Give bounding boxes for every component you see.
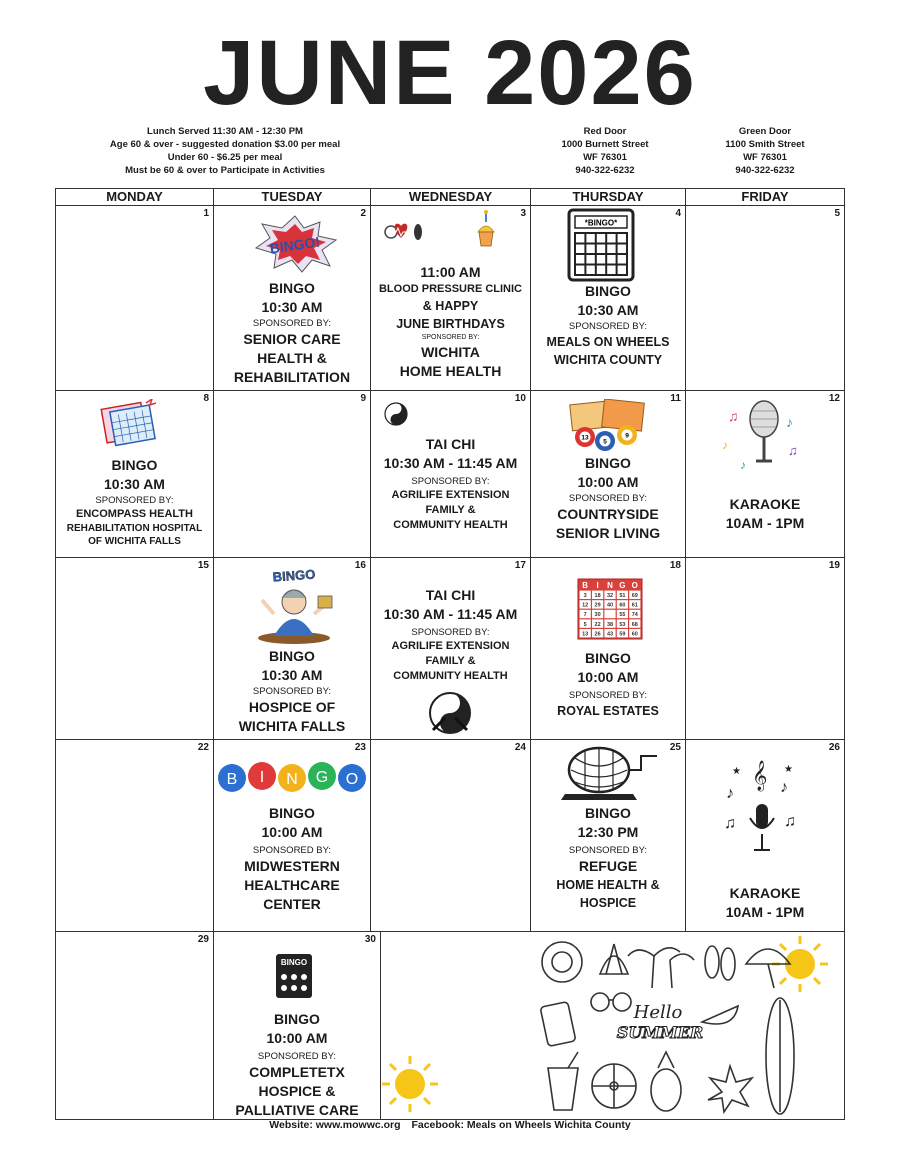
summer-text: SUMMER xyxy=(616,1023,704,1042)
hello-summer-clipart xyxy=(382,934,844,1118)
bingo-cards-icon xyxy=(98,399,158,447)
sponsor-line: MIDWESTERN xyxy=(244,858,340,874)
day-number: 16 xyxy=(354,560,366,571)
treble-clef-icon: 𝄞 xyxy=(752,760,768,790)
board-number: 40 xyxy=(606,602,614,609)
bingo-dice-icon xyxy=(274,952,314,1000)
sponsor-line: HOSPICE OF xyxy=(248,699,336,715)
event-title: BINGO xyxy=(111,457,158,473)
event-title: TAI CHI xyxy=(425,436,476,452)
event-bingo xyxy=(531,454,685,543)
facebook-text: Facebook: Meals on Wheels Wichita County xyxy=(411,1119,631,1131)
event-title: KARAOKE xyxy=(729,885,801,901)
page-title: JUNE 2026 xyxy=(203,22,697,124)
music-note-icon: ♫ xyxy=(724,815,736,832)
board-number: 59 xyxy=(619,631,626,638)
event-blood-pressure xyxy=(371,263,530,381)
day-cell xyxy=(56,391,214,558)
day-number: 4 xyxy=(675,208,681,219)
day-cell xyxy=(56,740,214,932)
board-number: 26 xyxy=(594,631,601,638)
day-cell xyxy=(686,391,844,558)
day-cell xyxy=(531,558,686,740)
day-number: 12 xyxy=(828,393,840,404)
location-city: WF 76301 xyxy=(743,152,787,163)
ball-number: 13 xyxy=(581,434,589,442)
dice-label: BINGO xyxy=(280,958,308,967)
day-number: 17 xyxy=(514,560,526,571)
board-number: 29 xyxy=(594,602,601,609)
day-number: 2 xyxy=(360,208,366,219)
sponsor-line: AGRILIFE EXTENSION xyxy=(391,489,510,501)
day-number: 3 xyxy=(520,208,526,219)
location-name: Green Door xyxy=(738,126,792,137)
day-number: 24 xyxy=(514,742,526,753)
flip-flop-icon xyxy=(705,946,719,978)
event-time: 10AM - 1PM xyxy=(725,515,805,531)
sponsor-line: FAMILY & xyxy=(425,504,476,516)
sponsor-line: SENIOR LIVING xyxy=(555,525,661,541)
day-cell xyxy=(56,932,214,1119)
website-text: Website: www.mowwc.org xyxy=(269,1119,401,1131)
bingo-lady-icon xyxy=(252,566,336,646)
board-cell xyxy=(604,610,615,618)
board-header-letter: N xyxy=(607,581,613,590)
bingo-card-text: *BINGO* xyxy=(584,218,618,228)
board-number: 30 xyxy=(594,612,601,619)
sponsor-line: ROYAL ESTATES xyxy=(557,704,659,718)
day-cell xyxy=(531,206,686,391)
day-number: 10 xyxy=(514,393,526,404)
day-number: 30 xyxy=(364,934,376,945)
event-time: 10:00 AM xyxy=(266,1030,328,1046)
sponsor-line: HOME HEALTH xyxy=(399,363,502,379)
music-note-icon: ♫ xyxy=(788,443,798,458)
sponsored-label: SPONSORED BY: xyxy=(252,845,332,856)
bingo-board-icon xyxy=(577,578,643,640)
bingo-balls-icon xyxy=(216,760,368,794)
board-number: 61 xyxy=(631,602,638,609)
sponsored-label: SPONSORED BY: xyxy=(252,318,332,329)
board-number: 13 xyxy=(582,631,589,638)
sponsored-label: SPONSORED BY: xyxy=(411,627,490,638)
event-title: BINGO xyxy=(585,650,631,666)
event-time: 10:30 AM xyxy=(577,302,639,318)
sponsor-line: PALLIATIVE CARE xyxy=(235,1102,359,1118)
sponsored-label: SPONSORED BY: xyxy=(421,334,480,341)
board-number: 5 xyxy=(583,621,587,628)
day-number: 23 xyxy=(354,742,366,753)
event-title: BINGO xyxy=(585,455,631,471)
board-header-letter: I xyxy=(596,581,599,590)
weekday-header-friday: FRIDAY xyxy=(741,189,789,204)
lunch-info-line: Under 60 - $6.25 per meal xyxy=(167,152,283,163)
day-number: 25 xyxy=(669,742,681,753)
calendar-grid xyxy=(55,188,845,1120)
star-icon: ★ xyxy=(732,766,741,777)
ball-number: 9 xyxy=(625,432,629,440)
sponsored-label: SPONSORED BY: xyxy=(568,845,648,856)
sponsored-label: SPONSORED BY: xyxy=(95,495,174,506)
day-cell xyxy=(531,740,686,932)
board-number: 55 xyxy=(619,612,626,619)
board-number: 12 xyxy=(582,602,589,609)
board-header-letter: O xyxy=(631,581,638,590)
board-number: 7 xyxy=(583,612,587,619)
footer xyxy=(0,1119,900,1131)
day-cell xyxy=(371,558,531,740)
towel-icon xyxy=(540,1002,576,1047)
location-street: 1100 Smith Street xyxy=(725,139,805,150)
board-number: 53 xyxy=(619,621,626,628)
day-number: 11 xyxy=(670,393,681,404)
lunch-info xyxy=(80,125,370,177)
sponsor-line: SENIOR CARE xyxy=(243,331,341,347)
location-phone: 940-322-6232 xyxy=(575,165,635,176)
music-note-icon: ♪ xyxy=(780,779,788,796)
event-bingo xyxy=(214,804,370,914)
day-cell xyxy=(214,391,371,558)
event-time: 10:00 AM xyxy=(261,824,323,840)
sponsor-line: REFUGE xyxy=(578,858,638,874)
watermelon-icon xyxy=(702,1006,738,1024)
day-cell xyxy=(56,206,214,391)
event-time: 10:30 AM xyxy=(261,299,323,315)
sunglasses-icon xyxy=(591,993,609,1011)
location-name: Red Door xyxy=(583,126,627,137)
drink-icon xyxy=(548,1068,578,1110)
event-title: BINGO xyxy=(269,805,315,821)
board-number: 3 xyxy=(583,593,587,599)
day-cell xyxy=(686,206,844,391)
sponsor-line: WICHITA xyxy=(421,344,480,360)
weekday-header-monday: MONDAY xyxy=(56,189,214,205)
event-time: 10AM - 1PM xyxy=(725,904,805,920)
sponsor-line: MEALS ON WHEELS xyxy=(546,335,670,349)
board-header-letter: B xyxy=(582,581,589,590)
event-title: BINGO xyxy=(585,283,631,299)
sponsor-line: AGRILIFE EXTENSION xyxy=(391,640,510,652)
day-number: 8 xyxy=(203,393,209,404)
day-cell xyxy=(686,740,844,932)
lunch-info-line: Must be 60 & over to Participate in Activities xyxy=(125,165,325,176)
location-street: 1000 Burnett Street xyxy=(561,139,649,150)
day-cell xyxy=(214,206,371,391)
green-door-location xyxy=(705,125,825,177)
event-tai-chi xyxy=(371,435,530,533)
board-number: 74 xyxy=(631,612,638,619)
event-title: TAI CHI xyxy=(425,587,476,603)
bingo-balls-cards-icon xyxy=(569,399,649,451)
event-bingo xyxy=(531,649,685,720)
event-time: 10:30 AM - 11:45 AM xyxy=(383,455,518,471)
board-header-letter: G xyxy=(619,581,626,590)
event-time: 10:00 AM xyxy=(577,474,639,490)
day-cell xyxy=(531,391,686,558)
event-bingo xyxy=(531,804,685,912)
sponsor-line: WICHITA COUNTY xyxy=(553,353,663,367)
sponsored-label: SPONSORED BY: xyxy=(568,493,648,504)
day-number: 22 xyxy=(197,742,209,753)
board-number: 43 xyxy=(606,631,614,638)
event-title: KARAOKE xyxy=(729,496,801,512)
umbrella-icon xyxy=(746,949,790,964)
sponsor-line: OF WICHITA FALLS xyxy=(88,536,181,547)
tai-chi-figure-icon xyxy=(427,690,473,736)
event-bingo xyxy=(214,279,370,387)
lunch-info-line: Lunch Served 11:30 AM - 12:30 PM xyxy=(147,126,303,137)
event-time: 11:00 AM xyxy=(420,264,481,280)
board-number: 69 xyxy=(631,593,638,599)
bingo-cage-icon xyxy=(561,744,663,804)
day-cell xyxy=(371,740,531,932)
sponsor-line: HEALTH & xyxy=(257,350,327,366)
event-time: 10:30 AM xyxy=(261,667,323,683)
bingo-burst-text: BINGO! xyxy=(268,233,322,257)
music-note-icon: ♫ xyxy=(784,813,796,830)
sponsor-line: ENCOMPASS HEALTH xyxy=(76,508,193,520)
yin-yang-icon xyxy=(379,401,413,427)
sponsor-line: HOSPICE xyxy=(579,896,637,910)
sponsored-label: SPONSORED BY: xyxy=(257,1051,337,1062)
pineapple-icon xyxy=(651,1069,681,1111)
event-time: 10:30 AM xyxy=(104,476,165,492)
board-number: 60 xyxy=(631,631,638,638)
ball-letter: I xyxy=(259,769,265,786)
sponsor-line: HOME HEALTH & xyxy=(556,878,660,892)
ball-letter: B xyxy=(226,771,238,788)
day-number: 19 xyxy=(828,560,840,571)
sponsor-line: COUNTRYSIDE xyxy=(557,506,659,522)
karaoke-microphone-icon xyxy=(716,399,806,479)
day-cell xyxy=(214,558,371,740)
ball-letter: G xyxy=(315,769,329,786)
event-time: 10:30 AM - 11:45 AM xyxy=(383,606,518,622)
day-cell xyxy=(686,558,844,740)
event-bingo xyxy=(214,1010,380,1120)
weekday-header-thursday: THURSDAY xyxy=(531,189,686,205)
shell-icon xyxy=(600,956,628,974)
bingo-card-icon xyxy=(567,208,635,282)
event-time: 10:00 AM xyxy=(577,669,639,685)
sponsor-line: REHABILITATION HOSPITAL xyxy=(66,523,203,534)
day-cell xyxy=(214,932,381,1119)
event-tai-chi xyxy=(371,586,530,684)
event-title: BINGO xyxy=(269,648,315,664)
palm-tree-icon xyxy=(652,956,672,988)
day-number: 5 xyxy=(834,208,840,219)
location-phone: 940-322-6232 xyxy=(735,165,795,176)
event-time: 12:30 PM xyxy=(577,824,639,840)
day-cell xyxy=(371,391,531,558)
sponsored-label: SPONSORED BY: xyxy=(568,690,648,701)
board-number: 22 xyxy=(594,621,601,628)
location-city: WF 76301 xyxy=(583,152,627,163)
hello-text: Hello xyxy=(633,1002,683,1023)
weekday-header-tuesday: TUESDAY xyxy=(214,189,371,205)
board-number: 60 xyxy=(619,602,626,609)
day-number: 15 xyxy=(197,560,209,571)
sun-icon xyxy=(382,1056,438,1112)
sponsor-line: HOSPICE & xyxy=(258,1083,336,1099)
weekday-header-wednesday: WEDNESDAY xyxy=(371,189,531,205)
day-number: 1 xyxy=(203,208,209,219)
event-title: & HAPPY xyxy=(422,299,479,313)
event-title: BINGO xyxy=(585,805,631,821)
sponsor-line: FAMILY & xyxy=(425,655,476,667)
sponsored-label: SPONSORED BY: xyxy=(252,686,332,697)
day-number: 26 xyxy=(828,742,840,753)
star-icon: ★ xyxy=(784,764,793,775)
board-number: 38 xyxy=(606,621,614,628)
birthday-cupcake-icon xyxy=(475,210,497,250)
flower-icon xyxy=(708,1066,752,1112)
board-number: 18 xyxy=(594,593,601,599)
board-number: 32 xyxy=(606,593,614,599)
sponsor-line: REHABILITATION xyxy=(233,369,351,385)
sponsor-line: COMMUNITY HEALTH xyxy=(393,670,508,682)
lunch-info-line: Age 60 & over - suggested donation $3.00 per meal xyxy=(109,139,341,150)
sponsored-label: SPONSORED BY: xyxy=(568,321,648,332)
day-cell xyxy=(56,558,214,740)
bingo-sign-text: BINGO xyxy=(272,566,316,585)
red-door-location xyxy=(545,125,665,177)
board-number: 51 xyxy=(619,593,626,599)
event-karaoke xyxy=(686,495,844,533)
microphone-notes-icon xyxy=(722,758,802,858)
day-number: 29 xyxy=(197,934,209,945)
sponsored-label: SPONSORED BY: xyxy=(411,476,490,487)
heart-monitor-icon xyxy=(383,218,425,246)
event-title: BINGO xyxy=(269,280,315,296)
event-title: JUNE BIRTHDAYS xyxy=(396,317,505,331)
ball-number: 5 xyxy=(603,438,607,446)
sponsor-line: CENTER xyxy=(263,896,321,912)
bingo-burst-icon xyxy=(252,214,338,274)
ball-letter: N xyxy=(286,771,298,788)
sponsor-line: COMMUNITY HEALTH xyxy=(393,519,508,531)
sponsor-line: COMPLETETX xyxy=(249,1064,345,1080)
event-bingo xyxy=(531,282,685,369)
day-number: 9 xyxy=(360,393,366,404)
life-ring-icon xyxy=(542,942,582,982)
music-note-icon: ♪ xyxy=(786,414,793,430)
board-number: 68 xyxy=(631,621,638,628)
music-note-icon: ♪ xyxy=(726,785,734,802)
event-title: BLOOD PRESSURE CLINIC xyxy=(378,283,522,295)
ball-letter: O xyxy=(345,771,359,788)
music-note-icon: ♫ xyxy=(728,408,739,424)
day-number: 18 xyxy=(669,560,681,571)
sponsor-line: HEALTHCARE xyxy=(244,877,340,893)
music-note-icon: ♪ xyxy=(722,438,728,452)
day-cell xyxy=(371,206,531,391)
sponsor-line: WICHITA FALLS xyxy=(238,718,346,734)
event-bingo xyxy=(214,647,370,736)
music-note-icon: ♪ xyxy=(740,458,746,472)
event-bingo xyxy=(56,456,213,548)
event-karaoke xyxy=(686,884,844,922)
event-title: BINGO xyxy=(274,1011,320,1027)
day-cell xyxy=(214,740,371,932)
